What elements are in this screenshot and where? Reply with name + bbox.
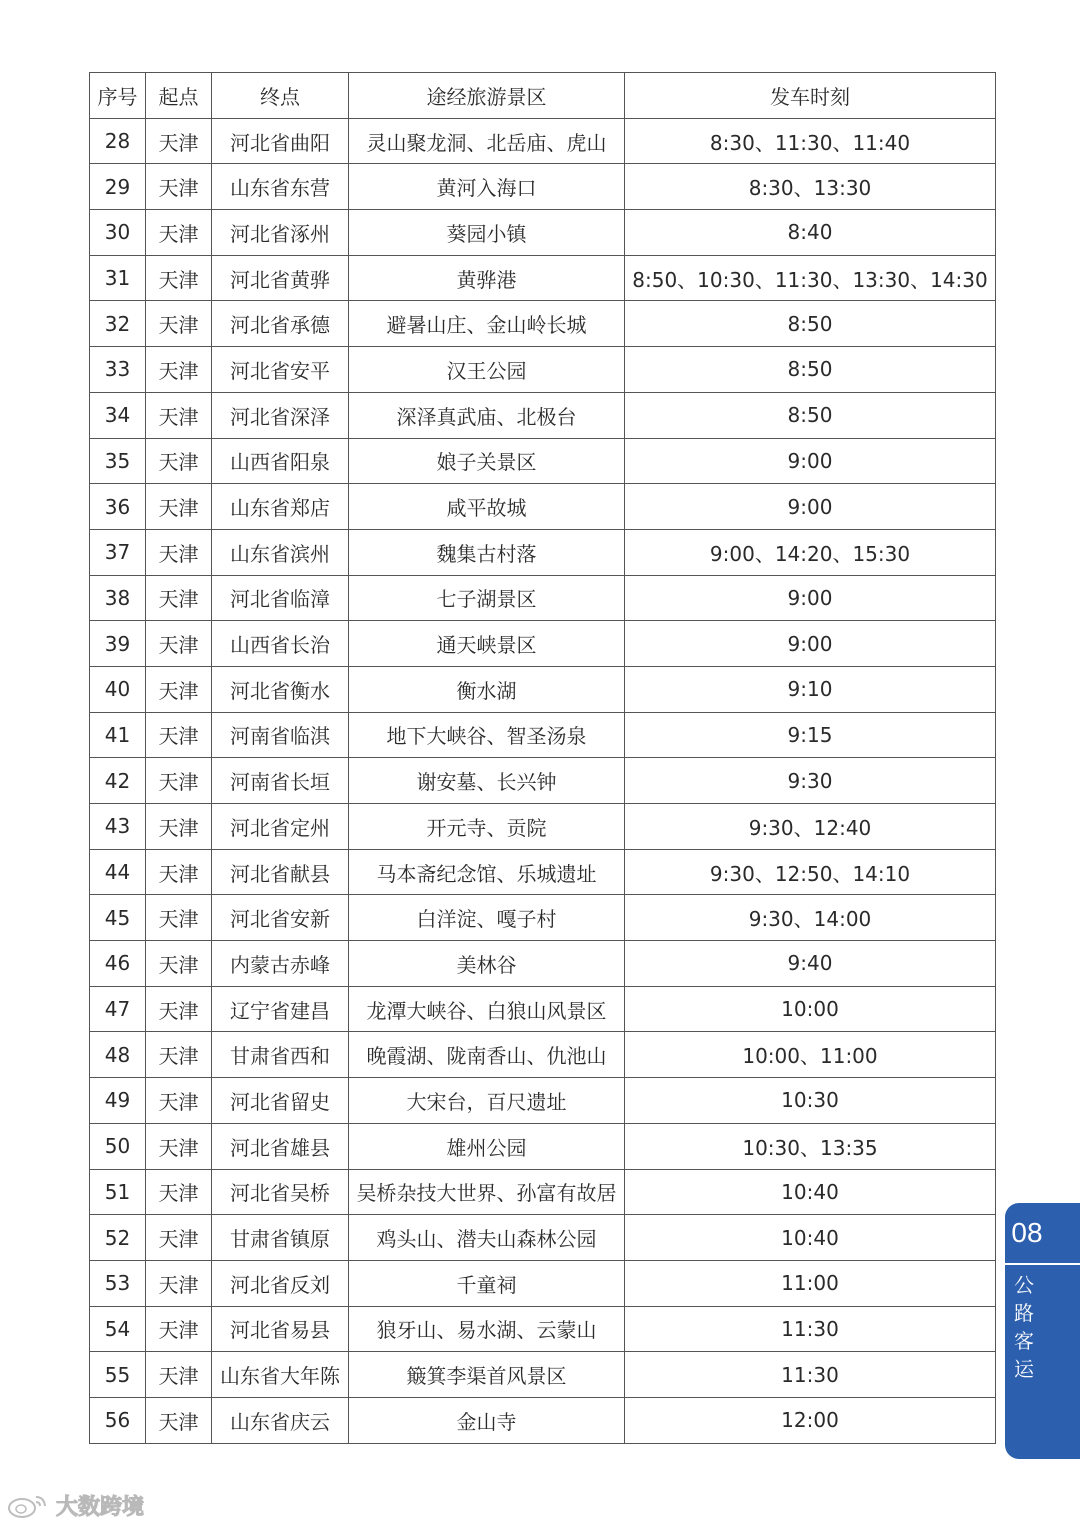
- cell-destination: 甘肃省镇原: [212, 1215, 349, 1261]
- cell-departure-times: 9:00: [625, 621, 996, 667]
- cell-seq: 41: [90, 712, 146, 758]
- cell-destination: 河北省深泽: [212, 392, 349, 438]
- chapter-side-tab: [1005, 1203, 1080, 1459]
- cell-origin: 天津: [146, 1215, 212, 1261]
- cell-seq: 35: [90, 438, 146, 484]
- header-destination: 终点: [212, 73, 349, 119]
- cell-origin: 天津: [146, 529, 212, 575]
- cell-destination: 山东省郑店: [212, 484, 349, 530]
- cell-origin: 天津: [146, 1306, 212, 1352]
- cell-departure-times: 9:10: [625, 666, 996, 712]
- table-row: [90, 118, 996, 164]
- cell-destination: 甘肃省西和: [212, 1032, 349, 1078]
- cell-origin: 天津: [146, 1078, 212, 1124]
- chapter-title-char: 路: [1014, 1301, 1034, 1325]
- table-row: [90, 1123, 996, 1169]
- table-row: [90, 804, 996, 850]
- cell-seq: 28: [90, 118, 146, 164]
- table-row: [90, 210, 996, 256]
- table-row: [90, 895, 996, 941]
- chapter-title-char: 客: [1014, 1329, 1034, 1353]
- cell-seq: 38: [90, 575, 146, 621]
- cell-seq: 33: [90, 347, 146, 393]
- cell-seq: 46: [90, 941, 146, 987]
- watermark-text: 大数跨境: [56, 1494, 145, 1520]
- table-row: [90, 666, 996, 712]
- cell-origin: 天津: [146, 438, 212, 484]
- cell-scenic-spots: 千童祠: [349, 1260, 625, 1306]
- cell-scenic-spots: 娘子关景区: [349, 438, 625, 484]
- cell-origin: 天津: [146, 941, 212, 987]
- chapter-title-char: 运: [1014, 1357, 1034, 1381]
- cell-departure-times: 9:00: [625, 438, 996, 484]
- cell-scenic-spots: 地下大峡谷、智圣汤泉: [349, 712, 625, 758]
- cell-origin: 天津: [146, 849, 212, 895]
- cell-seq: 42: [90, 758, 146, 804]
- cell-origin: 天津: [146, 804, 212, 850]
- table-body: [90, 118, 996, 1443]
- cell-seq: 50: [90, 1123, 146, 1169]
- table-row: [90, 1352, 996, 1398]
- cell-origin: 天津: [146, 1032, 212, 1078]
- cell-departure-times: 11:00: [625, 1260, 996, 1306]
- cell-departure-times: 9:30: [625, 758, 996, 804]
- cell-seq: 54: [90, 1306, 146, 1352]
- cell-scenic-spots: 龙潭大峡谷、白狼山风景区: [349, 986, 625, 1032]
- cell-origin: 天津: [146, 210, 212, 256]
- header-seq: 序号: [90, 73, 146, 119]
- cell-destination: 河北省定州: [212, 804, 349, 850]
- cell-destination: 河北省易县: [212, 1306, 349, 1352]
- cell-departure-times: 10:40: [625, 1215, 996, 1261]
- cell-seq: 48: [90, 1032, 146, 1078]
- table-header-row: [90, 73, 996, 119]
- cell-departure-times: 10:30: [625, 1078, 996, 1124]
- cell-seq: 29: [90, 164, 146, 210]
- table-row: [90, 1169, 996, 1215]
- header-departure-times: 发车时刻: [625, 73, 996, 119]
- table-row: [90, 1260, 996, 1306]
- cell-departure-times: 8:50: [625, 392, 996, 438]
- cell-seq: 49: [90, 1078, 146, 1124]
- chapter-number: 08: [1011, 1217, 1043, 1248]
- cell-departure-times: 11:30: [625, 1306, 996, 1352]
- table-row: [90, 941, 996, 987]
- cell-seq: 56: [90, 1397, 146, 1443]
- table-row: [90, 1078, 996, 1124]
- cell-seq: 52: [90, 1215, 146, 1261]
- tab-divider: [1005, 1263, 1080, 1265]
- cell-destination: 山东省东营: [212, 164, 349, 210]
- cell-scenic-spots: 咸平故城: [349, 484, 625, 530]
- cell-origin: 天津: [146, 712, 212, 758]
- cell-departure-times: 8:50、10:30、11:30、13:30、14:30: [625, 255, 996, 301]
- cell-departure-times: 8:50: [625, 301, 996, 347]
- cell-departure-times: 8:50: [625, 347, 996, 393]
- cell-origin: 天津: [146, 986, 212, 1032]
- cell-departure-times: 9:30、12:40: [625, 804, 996, 850]
- cell-seq: 51: [90, 1169, 146, 1215]
- table-row: [90, 621, 996, 667]
- cell-seq: 40: [90, 666, 146, 712]
- cell-destination: 河北省献县: [212, 849, 349, 895]
- cell-destination: 河北省留史: [212, 1078, 349, 1124]
- weibo-logo-icon: [6, 1491, 52, 1519]
- cell-origin: 天津: [146, 484, 212, 530]
- cell-scenic-spots: 狼牙山、易水湖、云蒙山: [349, 1306, 625, 1352]
- cell-destination: 山东省大年陈: [212, 1352, 349, 1398]
- cell-destination: 河北省安平: [212, 347, 349, 393]
- cell-departure-times: 10:00、11:00: [625, 1032, 996, 1078]
- cell-origin: 天津: [146, 1397, 212, 1443]
- cell-scenic-spots: 七子湖景区: [349, 575, 625, 621]
- table-row: [90, 301, 996, 347]
- table-row: [90, 164, 996, 210]
- cell-scenic-spots: 汉王公园: [349, 347, 625, 393]
- table-row: [90, 1306, 996, 1352]
- cell-scenic-spots: 白洋淀、嘎子村: [349, 895, 625, 941]
- table-row: [90, 529, 996, 575]
- cell-destination: 河北省承德: [212, 301, 349, 347]
- cell-departure-times: 9:30、12:50、14:10: [625, 849, 996, 895]
- cell-origin: 天津: [146, 575, 212, 621]
- cell-destination: 河北省衡水: [212, 666, 349, 712]
- cell-departure-times: 11:30: [625, 1352, 996, 1398]
- table-row: [90, 758, 996, 804]
- cell-seq: 34: [90, 392, 146, 438]
- cell-destination: 山西省长治: [212, 621, 349, 667]
- cell-origin: 天津: [146, 895, 212, 941]
- cell-origin: 天津: [146, 758, 212, 804]
- cell-origin: 天津: [146, 621, 212, 667]
- cell-destination: 河北省安新: [212, 895, 349, 941]
- cell-destination: 河南省临淇: [212, 712, 349, 758]
- cell-seq: 32: [90, 301, 146, 347]
- bus-schedule-table: [89, 72, 996, 1444]
- table-row: [90, 849, 996, 895]
- cell-seq: 55: [90, 1352, 146, 1398]
- table-row: [90, 986, 996, 1032]
- header-scenic-spots: 途经旅游景区: [349, 73, 625, 119]
- cell-origin: 天津: [146, 392, 212, 438]
- cell-destination: 河北省临漳: [212, 575, 349, 621]
- cell-departure-times: 9:00: [625, 484, 996, 530]
- cell-seq: 39: [90, 621, 146, 667]
- cell-destination: 山西省阳泉: [212, 438, 349, 484]
- table-row: [90, 255, 996, 301]
- cell-scenic-spots: 谢安墓、长兴钟: [349, 758, 625, 804]
- cell-destination: 河南省长垣: [212, 758, 349, 804]
- cell-destination: 山东省庆云: [212, 1397, 349, 1443]
- cell-departure-times: 8:30、13:30: [625, 164, 996, 210]
- table-row: [90, 347, 996, 393]
- cell-departure-times: 9:00: [625, 575, 996, 621]
- cell-scenic-spots: 簸箕李渠首风景区: [349, 1352, 625, 1398]
- cell-scenic-spots: 吴桥杂技大世界、孙富有故居: [349, 1169, 625, 1215]
- cell-destination: 辽宁省建昌: [212, 986, 349, 1032]
- cell-destination: 河北省反刘: [212, 1260, 349, 1306]
- cell-destination: 河北省涿州: [212, 210, 349, 256]
- cell-seq: 45: [90, 895, 146, 941]
- cell-departure-times: 12:00: [625, 1397, 996, 1443]
- cell-origin: 天津: [146, 255, 212, 301]
- cell-destination: 河北省吴桥: [212, 1169, 349, 1215]
- cell-origin: 天津: [146, 1123, 212, 1169]
- cell-departure-times: 9:30、14:00: [625, 895, 996, 941]
- cell-scenic-spots: 黄骅港: [349, 255, 625, 301]
- cell-scenic-spots: 鸡头山、潜夫山森林公园: [349, 1215, 625, 1261]
- table-row: [90, 1215, 996, 1261]
- cell-scenic-spots: 深泽真武庙、北极台: [349, 392, 625, 438]
- cell-scenic-spots: 雄州公园: [349, 1123, 625, 1169]
- cell-seq: 36: [90, 484, 146, 530]
- cell-departure-times: 9:00、14:20、15:30: [625, 529, 996, 575]
- cell-scenic-spots: 马本斋纪念馆、乐城遗址: [349, 849, 625, 895]
- cell-origin: 天津: [146, 164, 212, 210]
- cell-scenic-spots: 晚霞湖、陇南香山、仇池山: [349, 1032, 625, 1078]
- cell-scenic-spots: 大宋台，百尺遗址: [349, 1078, 625, 1124]
- cell-seq: 31: [90, 255, 146, 301]
- cell-seq: 47: [90, 986, 146, 1032]
- cell-seq: 37: [90, 529, 146, 575]
- cell-destination: 河北省黄骅: [212, 255, 349, 301]
- table-row: [90, 484, 996, 530]
- chapter-title-vertical: [1005, 1271, 1043, 1383]
- header-origin: 起点: [146, 73, 212, 119]
- cell-destination: 内蒙古赤峰: [212, 941, 349, 987]
- cell-destination: 山东省滨州: [212, 529, 349, 575]
- cell-scenic-spots: 通天峡景区: [349, 621, 625, 667]
- cell-scenic-spots: 金山寺: [349, 1397, 625, 1443]
- cell-departure-times: 10:00: [625, 986, 996, 1032]
- cell-scenic-spots: 黄河入海口: [349, 164, 625, 210]
- cell-seq: 30: [90, 210, 146, 256]
- chapter-title-char: 公: [1014, 1273, 1034, 1297]
- cell-origin: 天津: [146, 118, 212, 164]
- cell-scenic-spots: 美林谷: [349, 941, 625, 987]
- cell-scenic-spots: 衡水湖: [349, 666, 625, 712]
- cell-departure-times: 9:40: [625, 941, 996, 987]
- cell-origin: 天津: [146, 666, 212, 712]
- cell-departure-times: 9:15: [625, 712, 996, 758]
- cell-departure-times: 8:40: [625, 210, 996, 256]
- cell-departure-times: 10:40: [625, 1169, 996, 1215]
- cell-scenic-spots: 灵山聚龙洞、北岳庙、虎山: [349, 118, 625, 164]
- cell-origin: 天津: [146, 347, 212, 393]
- cell-seq: 43: [90, 804, 146, 850]
- cell-destination: 河北省曲阳: [212, 118, 349, 164]
- table-row: [90, 392, 996, 438]
- cell-destination: 河北省雄县: [212, 1123, 349, 1169]
- cell-origin: 天津: [146, 1169, 212, 1215]
- cell-scenic-spots: 魏集古村落: [349, 529, 625, 575]
- cell-seq: 44: [90, 849, 146, 895]
- cell-departure-times: 8:30、11:30、11:40: [625, 118, 996, 164]
- table-row: [90, 1397, 996, 1443]
- cell-origin: 天津: [146, 1260, 212, 1306]
- cell-departure-times: 10:30、13:35: [625, 1123, 996, 1169]
- table-row: [90, 575, 996, 621]
- table-row: [90, 438, 996, 484]
- watermark: [6, 1490, 144, 1520]
- table-row: [90, 1032, 996, 1078]
- cell-seq: 53: [90, 1260, 146, 1306]
- cell-scenic-spots: 避暑山庄、金山岭长城: [349, 301, 625, 347]
- table-row: [90, 712, 996, 758]
- cell-origin: 天津: [146, 301, 212, 347]
- cell-scenic-spots: 开元寺、贡院: [349, 804, 625, 850]
- cell-origin: 天津: [146, 1352, 212, 1398]
- cell-scenic-spots: 葵园小镇: [349, 210, 625, 256]
